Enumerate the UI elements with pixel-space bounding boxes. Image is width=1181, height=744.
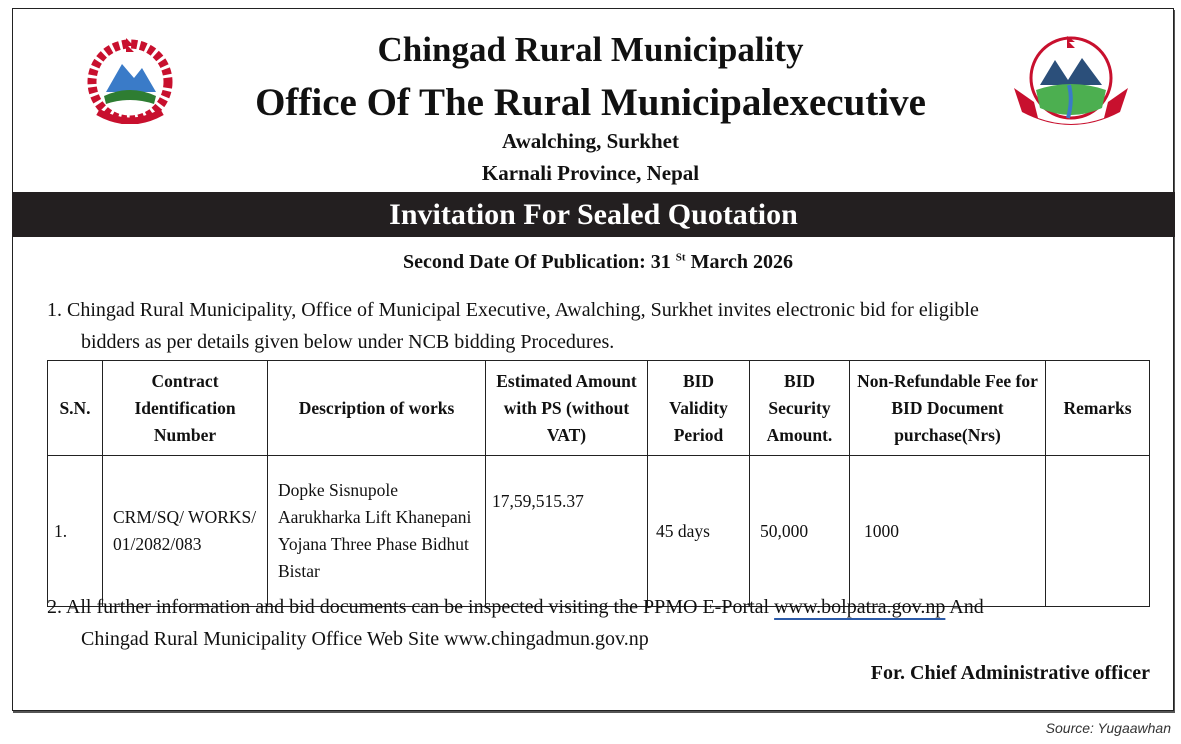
paragraph-2-line-2: Chingad Rural Municipality Office Web Site www.chingadmun.gov.np (81, 628, 649, 650)
paragraph-2-and: And (945, 596, 984, 618)
notice-banner: Invitation For Sealed Quotation (12, 192, 1175, 237)
publication-date (0, 251, 1181, 274)
cell-estimated-amount: 17,59,515.37 (486, 456, 648, 607)
header-fee: Non-Refundable Fee for BID Document purchase(Nrs) (850, 361, 1046, 456)
cell-security: 50,000 (750, 456, 850, 607)
cell-sn: 1. (48, 456, 103, 607)
source-credit: Source: Yugaawhan (1045, 720, 1171, 736)
signature: For. Chief Administrative officer (870, 662, 1150, 684)
cell-description: Dopke Sisnupole Aarukharka Lift Khanepani Yojana Three Phase Bidhut Bistar (268, 456, 486, 607)
header-validity: BID Validity Period (648, 361, 750, 456)
address-line-2: Karnali Province, Nepal (481, 161, 700, 185)
header-estimated-amount: Estimated Amount with PS (without VAT) (486, 361, 648, 456)
table-header-row (48, 361, 1150, 456)
header-security: BID Security Amount. (750, 361, 850, 456)
cell-validity: 45 days (648, 456, 750, 607)
paragraph-2-text: 2. All further information and bid documents can be inspected visiting the PPMO E-Portal (47, 596, 775, 618)
paragraph-1-line-1: 1. Chingad Rural Municipality, Office of Municipal Executive, Awalching, Surkhet invites electronic bid for eligible (47, 299, 979, 321)
bid-table (47, 360, 1150, 607)
header-description: Description of works (268, 361, 486, 456)
header-remarks: Remarks (1046, 361, 1150, 456)
publication-prefix: Second Date Of Publication: 31 (403, 251, 671, 273)
header-sn: S.N. (48, 361, 103, 456)
office-title: Office Of The Rural Municipalexecutive (255, 81, 926, 124)
bolpatra-link[interactable]: www.bolpatra.gov.np (774, 596, 946, 618)
cell-contract-id: CRM/SQ/ WORKS/ 01/2082/083 (103, 456, 268, 607)
address-line-1: Awalching, Surkhet (502, 129, 679, 153)
municipality-title: Chingad Rural Municipality (377, 30, 804, 69)
cell-remarks (1046, 456, 1150, 607)
paragraph-2 (47, 591, 1157, 655)
header-contract-id: Contract Identification Number (103, 361, 268, 456)
publication-sup: St (675, 251, 686, 264)
paragraph-1 (47, 294, 1157, 358)
table-row (48, 456, 1150, 607)
paragraph-1-line-2: bidders as per details given below under NCB bidding Procedures. (81, 331, 615, 353)
publication-suffix: March 2026 (690, 251, 793, 273)
cell-fee: 1000 (850, 456, 1046, 607)
